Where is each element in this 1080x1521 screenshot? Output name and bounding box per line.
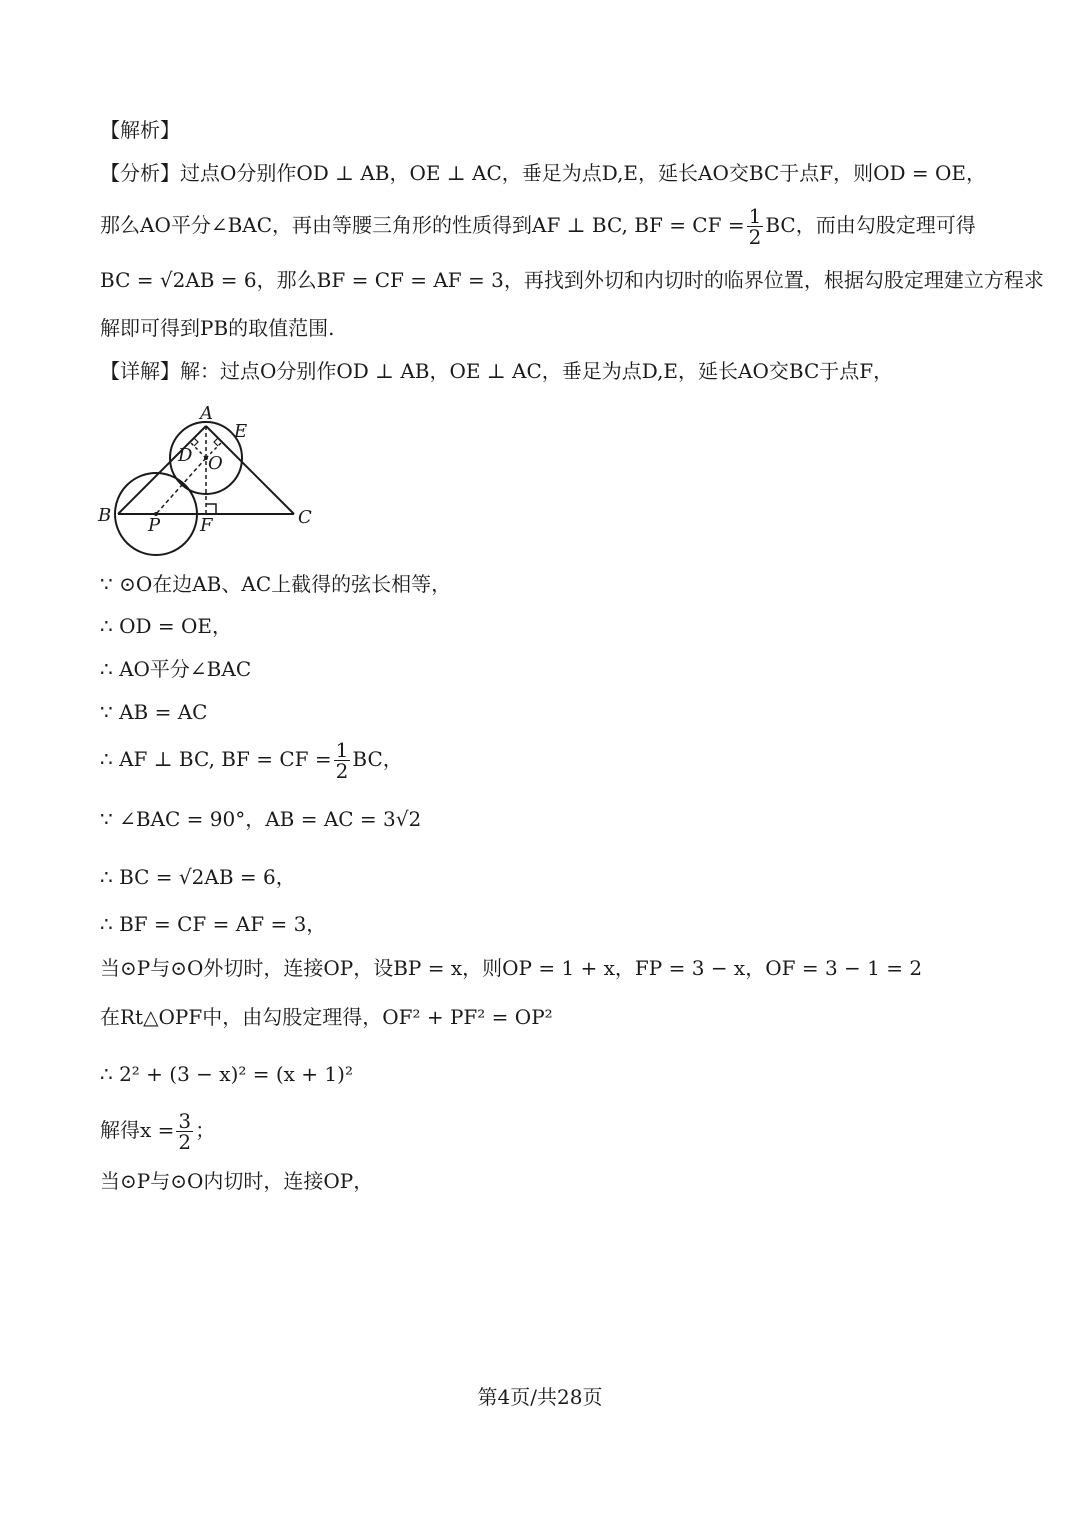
fraction-numerator: 1: [335, 738, 349, 762]
page-number-footer: 第4页/共28页: [477, 1385, 603, 1409]
analysis-line-3: BC = √2AB = 6，那么BF = CF = AF = 3，再找到外切和内切时的临界位置，根据勾股定理建立方程求: [100, 268, 1044, 292]
fraction-numerator: 3: [178, 1109, 192, 1133]
label-d: D: [178, 445, 193, 466]
label-a: A: [200, 403, 213, 424]
fraction-denominator: 2: [178, 1130, 192, 1154]
label-o: O: [208, 453, 223, 474]
fraction-denominator: 2: [748, 225, 762, 249]
step-9: 当⊙P与⊙O外切时，连接OP，设BP = x，则OP = 1 + x，FP = 3 − x，OF = 3 − 1 = 2: [100, 956, 923, 980]
analysis-line-4: 解即可得到PB的取值范围.: [100, 316, 335, 340]
fraction-half-analysis: [747, 206, 764, 247]
solution-header: 【解析】: [100, 118, 180, 142]
fraction-three-halves: [176, 1111, 193, 1152]
step-11: ∴ 2² + (3 − x)² = (x + 1)²: [100, 1062, 353, 1086]
step-8: ∴ BF = CF = AF = 3，: [100, 912, 327, 936]
analysis-line-2-text-b: BC，而由勾股定理可得: [765, 213, 976, 237]
step-12: [100, 1108, 1000, 1152]
fraction-numerator: 1: [748, 204, 762, 228]
step-6: ∵ ∠BAC = 90°，AB = AC = 3√2: [100, 807, 422, 831]
segment-ab: [118, 426, 206, 514]
analysis-line-2-text-a: 那么AO平分∠BAC，再由等腰三角形的性质得到AF ⊥ BC, BF = CF =: [100, 213, 745, 237]
step-2: ∴ OD = OE，: [100, 614, 232, 638]
right-angle-f: [206, 504, 216, 514]
analysis-line-1: 【分析】过点O分别作OD ⊥ AB，OE ⊥ AC，垂足为点D,E，延长AO交BC于点F，则OD = OE，: [100, 161, 987, 185]
step-4: ∵ AB = AC: [100, 700, 208, 724]
step-1: ∵ ⊙O在边AB、AC上截得的弦长相等，: [100, 572, 452, 596]
step-13: 当⊙P与⊙O内切时，连接OP，: [100, 1169, 374, 1193]
step-12-text-b: ；: [195, 1118, 216, 1142]
step-5-text-b: BC，: [352, 747, 403, 771]
step-12-text-a: 解得x =: [100, 1118, 175, 1142]
step-3: ∴ AO平分∠BAC: [100, 657, 252, 681]
step-10: 在Rt△OPF中，由勾股定理得，OF² + PF² = OP²: [100, 1005, 553, 1029]
label-f: F: [200, 515, 213, 536]
geometry-diagram: [96, 400, 336, 560]
fraction-denominator: 2: [335, 759, 349, 783]
fraction-half-step: [334, 740, 351, 781]
detail-line-1: 【详解】解：过点O分别作OD ⊥ AB，OE ⊥ AC，垂足为点D,E，延长AO交BC于点F，: [100, 359, 894, 383]
step-5-text-a: ∴ AF ⊥ BC, BF = CF =: [100, 747, 332, 771]
step-5: [100, 737, 1000, 781]
label-e: E: [234, 421, 248, 442]
right-angle-e: [214, 438, 218, 446]
label-c: C: [298, 507, 312, 528]
label-b: B: [98, 505, 112, 526]
right-angle-d: [194, 438, 198, 446]
segment-op-dashed: [156, 458, 206, 514]
step-7: ∴ BC = √2AB = 6，: [100, 865, 296, 889]
analysis-line-2: [100, 203, 1000, 247]
label-p: P: [148, 515, 161, 536]
